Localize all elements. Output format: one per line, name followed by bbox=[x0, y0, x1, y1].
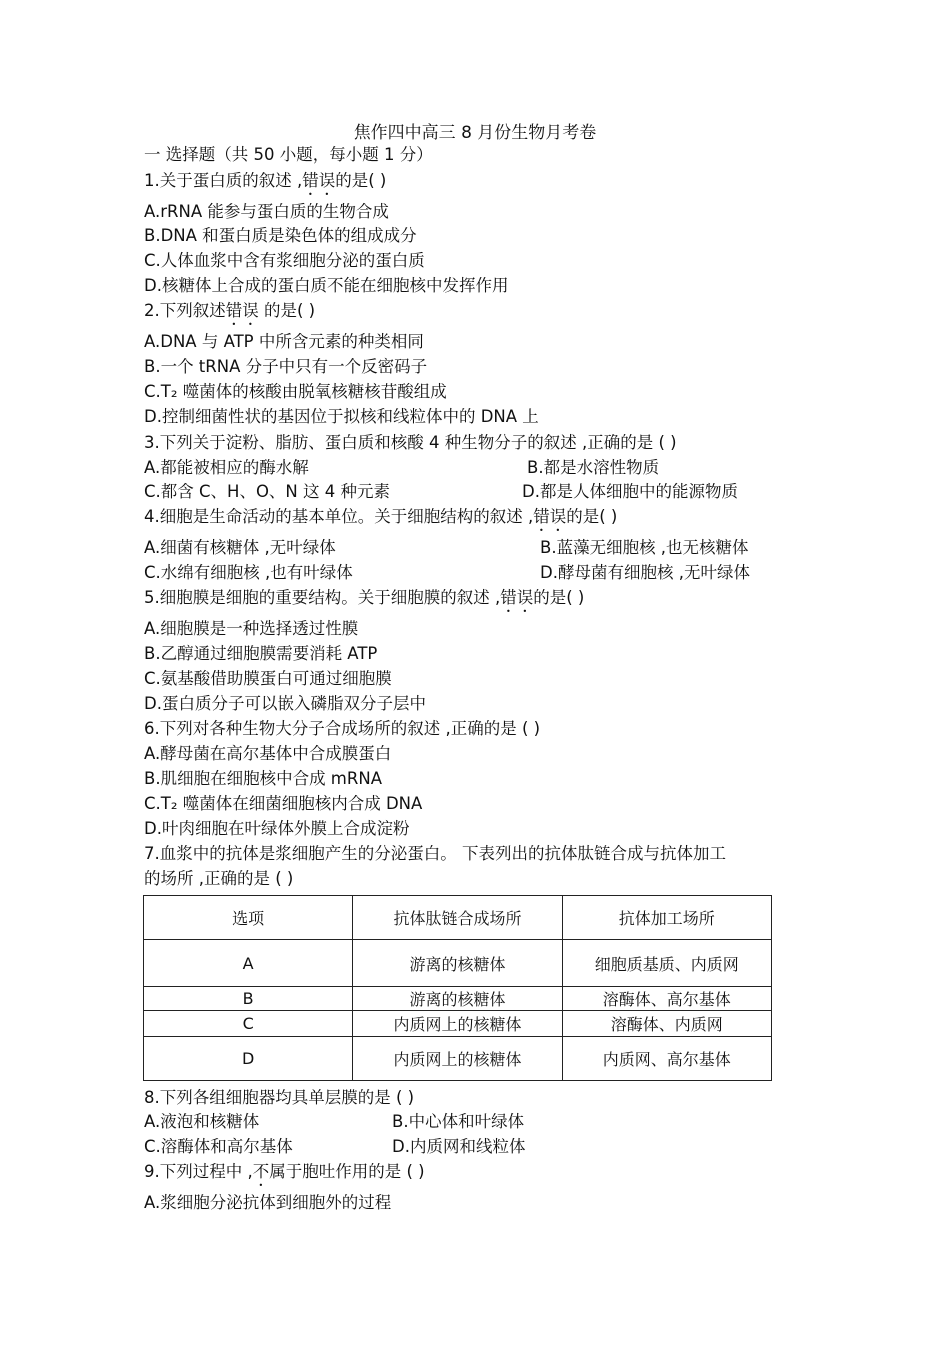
question-7-stem-line1: 7.血浆中的抗体是浆细胞产生的分泌蛋白。 下表列出的抗体肽链合成与抗体加工 bbox=[144, 844, 726, 863]
question-2-option-d: D.控制细菌性状的基因位于拟核和线粒体中的 DNA 上 bbox=[144, 407, 539, 426]
question-4-option-d: D.酵母菌有细胞核 ,无叶绿体 bbox=[540, 563, 750, 582]
question-2-option-b: B.一个 tRNA 分子中只有一个反密码子 bbox=[144, 357, 428, 376]
emphasis-text: 错误 bbox=[533, 507, 567, 526]
table-cell: A bbox=[144, 940, 353, 987]
table-row bbox=[144, 1037, 772, 1081]
emphasis-text: 不 bbox=[252, 1162, 270, 1181]
question-6-stem: 6.下列对各种生物大分子合成场所的叙述 ,正确的是 ( ) bbox=[144, 719, 541, 738]
table-cell: 游离的核糖体 bbox=[353, 940, 562, 987]
question-8-option-d: D.内质网和线粒体 bbox=[392, 1137, 526, 1156]
table-row bbox=[144, 987, 772, 1011]
question-4-option-c: C.水绵有细胞核 ,也有叶绿体 bbox=[144, 563, 353, 582]
question-5-option-b: B.乙醇通过细胞膜需要消耗 ATP bbox=[144, 644, 378, 663]
table-header-cell: 抗体加工场所 bbox=[562, 896, 771, 940]
question-4-option-a: A.细菌有核糖体 ,无叶绿体 bbox=[144, 538, 336, 557]
table-cell: 细胞质基质、内质网 bbox=[562, 940, 771, 987]
emphasis-text: 错误 bbox=[225, 301, 259, 320]
question-8-option-b: B.中心体和叶绿体 bbox=[392, 1112, 525, 1131]
table-cell: D bbox=[144, 1037, 353, 1081]
table-cell: 内质网上的核糖体 bbox=[353, 1037, 562, 1081]
table-header-row bbox=[144, 896, 772, 940]
question-3-option-a: A.都能被相应的酶水解 bbox=[144, 458, 309, 477]
question-1-option-d: D.核糖体上合成的蛋白质不能在细胞核中发挥作用 bbox=[144, 276, 509, 295]
section-heading: 一 选择题（共 50 小题，每小题 1 分） bbox=[144, 145, 433, 164]
page-title: 焦作四中高三 8 月份生物月考卷 bbox=[353, 123, 597, 143]
question-1-option-b: B.DNA 和蛋白质是染色体的组成成分 bbox=[144, 226, 417, 245]
question-3-option-b: B.都是水溶性物质 bbox=[527, 458, 660, 477]
question-8-stem: 8.下列各组细胞器均具单层膜的是 ( ) bbox=[144, 1088, 415, 1107]
question-7-stem-line2: 的场所 ,正确的是 ( ) bbox=[144, 869, 294, 888]
table-header-cell: 抗体肽链合成场所 bbox=[353, 896, 562, 940]
table-cell: B bbox=[144, 987, 353, 1011]
table-cell: 内质网、高尔基体 bbox=[562, 1037, 771, 1081]
question-6-option-b: B.肌细胞在细胞核中合成 mRNA bbox=[144, 769, 382, 788]
emphasis-text: 错误 bbox=[500, 588, 534, 607]
question-1-option-c: C.人体血浆中含有浆细胞分泌的蛋白质 bbox=[144, 251, 425, 270]
table-row bbox=[144, 940, 772, 987]
question-6-option-d: D.叶肉细胞在叶绿体外膜上合成淀粉 bbox=[144, 819, 410, 838]
question-5-option-a: A.细胞膜是一种选择透过性膜 bbox=[144, 619, 359, 638]
table-cell: C bbox=[144, 1011, 353, 1037]
question-6-option-c: C.T₂ 噬菌体在细菌细胞核内合成 DNA bbox=[144, 794, 423, 813]
table-cell: 溶酶体、高尔基体 bbox=[562, 987, 771, 1011]
question-2-option-a: A.DNA 与 ATP 中所含元素的种类相同 bbox=[144, 332, 424, 351]
question-3-option-c: C.都含 C、H、O、N 这 4 种元素 bbox=[144, 482, 391, 501]
answer-table bbox=[143, 895, 772, 1081]
question-1-option-a: A.rRNA 能参与蛋白质的生物合成 bbox=[144, 202, 389, 221]
question-9-option-a: A.浆细胞分泌抗体到细胞外的过程 bbox=[144, 1193, 392, 1212]
question-5-stem: 5.细胞膜是细胞的重要结构。关于细胞膜的叙述 ,错误的是( ) bbox=[144, 588, 585, 607]
question-9-stem: 9.下列过程中 ,不属于胞吐作用的是 ( ) bbox=[144, 1162, 425, 1181]
table-cell: 溶酶体、内质网 bbox=[562, 1011, 771, 1037]
question-8-option-a: A.液泡和核糖体 bbox=[144, 1112, 260, 1131]
question-2-option-c: C.T₂ 噬菌体的核酸由脱氧核糖核苷酸组成 bbox=[144, 382, 447, 401]
question-6-option-a: A.酵母菌在高尔基体中合成膜蛋白 bbox=[144, 744, 392, 763]
question-2-stem: 2.下列叙述错误 的是( ) bbox=[144, 301, 316, 320]
question-5-option-c: C.氨基酸借助膜蛋白可通过细胞膜 bbox=[144, 669, 392, 688]
question-4-stem: 4.细胞是生命活动的基本单位。关于细胞结构的叙述 ,错误的是( ) bbox=[144, 507, 618, 526]
question-1-stem: 1.关于蛋白质的叙述 ,错误的是( ) bbox=[144, 171, 387, 190]
table-header-cell: 选项 bbox=[144, 896, 353, 940]
table-row bbox=[144, 1011, 772, 1037]
question-4-option-b: B.蓝藻无细胞核 ,也无核糖体 bbox=[540, 538, 749, 557]
table-cell: 内质网上的核糖体 bbox=[353, 1011, 562, 1037]
question-3-stem: 3.下列关于淀粉、脂肪、蛋白质和核酸 4 种生物分子的叙述 ,正确的是 ( ) bbox=[144, 433, 677, 452]
emphasis-text: 错误 bbox=[302, 171, 336, 190]
question-8-option-c: C.溶酶体和高尔基体 bbox=[144, 1137, 293, 1156]
question-3-option-d: D.都是人体细胞中的能源物质 bbox=[522, 482, 738, 501]
table-cell: 游离的核糖体 bbox=[353, 987, 562, 1011]
question-5-option-d: D.蛋白质分子可以嵌入磷脂双分子层中 bbox=[144, 694, 426, 713]
